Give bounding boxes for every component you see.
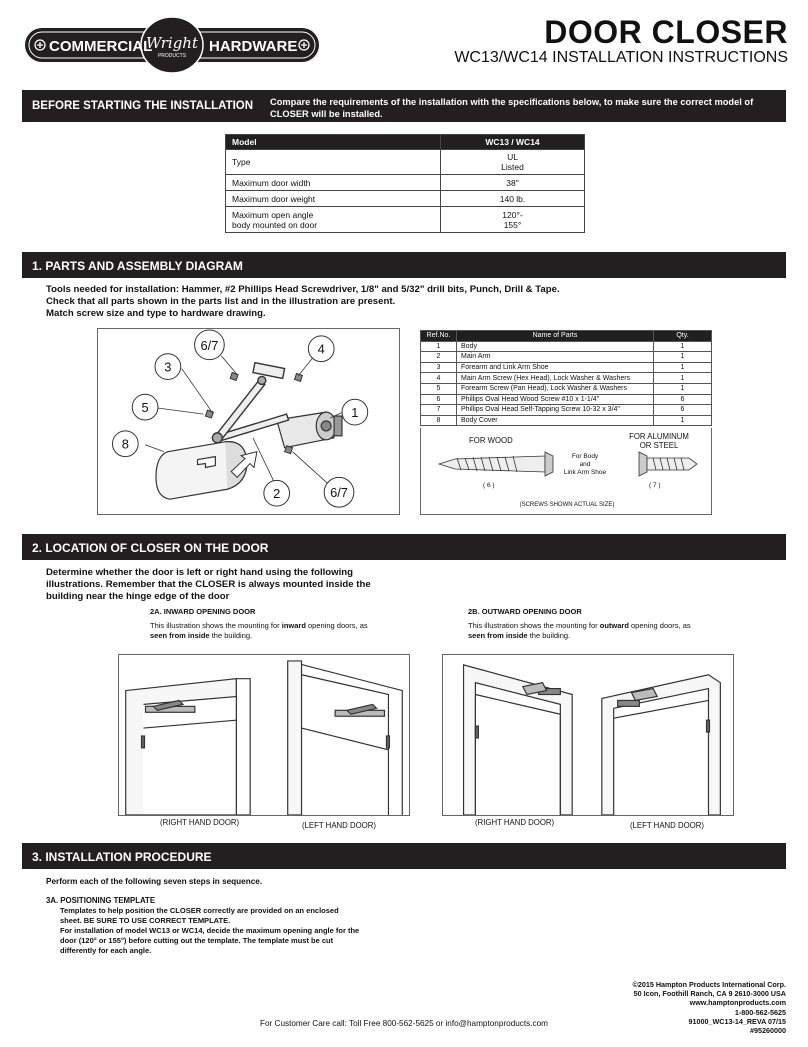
outward-t2: outward — [599, 621, 629, 630]
contact-line: 91000_WC13-14_REVA 07/15 — [688, 1016, 786, 1026]
callout-5: 5 — [141, 400, 149, 416]
arm-assembly-illustration — [212, 363, 288, 443]
part-qty: 1 — [654, 383, 712, 394]
assembly-diagram — [97, 328, 400, 515]
part-qty: 1 — [654, 373, 712, 384]
outward-heading: 2B. OUTWARD OPENING DOOR — [468, 607, 582, 616]
parts-row — [421, 415, 712, 426]
inward-t4: seen from inside — [150, 631, 210, 640]
section3-intro: Perform each of the following seven steps in sequence. — [46, 877, 263, 886]
callout-2: 2 — [273, 486, 281, 502]
tools-text — [46, 284, 766, 320]
metal-screw-icon — [639, 452, 697, 476]
part-qty: 1 — [654, 352, 712, 363]
caption-inward-left: (LEFT HAND DOOR) — [302, 821, 376, 830]
inward-text — [150, 621, 400, 641]
section3-bar — [22, 843, 786, 869]
step-3a-title: 3A. POSITIONING TEMPLATE — [46, 896, 156, 905]
for-wood-label: FOR WOOD — [469, 436, 513, 445]
parts-header-row — [421, 331, 712, 342]
part-ref: 8 — [421, 415, 457, 426]
callout-1: 1 — [351, 405, 359, 421]
customer-care-line: For Customer Care call: Toll Free 800-562-5625 or info@hamptonproducts.com — [259, 1019, 549, 1028]
part-qty: 6 — [654, 405, 712, 416]
part-ref: 4 — [421, 373, 457, 384]
part-name: Main Arm — [457, 352, 654, 363]
body-note-line2: and — [579, 461, 591, 468]
part-qty: 1 — [654, 362, 712, 373]
intro-text: Compare the requirements of the installation with the specifications below, to make sure the correct model of CLOSER will be installed. — [270, 97, 754, 119]
section2-bar — [22, 534, 786, 560]
for-metal-line1: FOR ALUMINUM — [629, 432, 689, 441]
outward-t4: seen from inside — [468, 631, 528, 640]
inward-t3: opening doors, as — [305, 621, 368, 630]
caption-outward-left: (LEFT HAND DOOR) — [630, 821, 704, 830]
part-ref: 1 — [421, 341, 457, 352]
part-ref: 3 — [421, 362, 457, 373]
step-3a-p2: For installation of model WC13 or WC14, decide the maximum opening angle for the door (120° or 155°) before cutting out the template. The template must be cut differently for each angle. — [60, 926, 360, 955]
step-3a-p1: Templates to help position the CLOSER correctly are provided on an enclosed sheet. — [60, 906, 339, 925]
actual-size-note: (SCREWS SHOWN ACTUAL SIZE) — [519, 502, 615, 508]
wood-screw-icon — [439, 452, 553, 476]
inward-heading: 2A. INWARD OPENING DOOR — [150, 607, 256, 616]
logo-hardware: HARDWARE — [209, 38, 298, 55]
section1-bar — [22, 252, 786, 278]
intro-heading: BEFORE STARTING THE INSTALLATION — [32, 100, 254, 112]
callout-4: 4 — [317, 341, 325, 357]
part-qty: 1 — [654, 415, 712, 426]
parts-table — [420, 330, 712, 426]
ref-6-label: ( 6 ) — [483, 482, 495, 489]
wright-products-logo — [22, 14, 322, 74]
body-note-line1: For Body — [571, 453, 599, 460]
spec-table — [225, 134, 585, 233]
spec-label: Type — [226, 150, 441, 175]
contact-line: www.hamptonproducts.com — [689, 998, 786, 1008]
parts-row — [421, 352, 712, 363]
contact-line: 50 Icon, Foothill Ranch, CA 9 2610-3000 USA — [633, 989, 786, 999]
parts-row — [421, 405, 712, 416]
part-name: Main Arm Screw (Hex Head), Lock Washer & Washers — [457, 373, 654, 384]
contact-line: #95260000 — [750, 1026, 786, 1036]
for-metal-line2: OR STEEL — [639, 441, 679, 450]
part-ref: 6 — [421, 394, 457, 405]
outward-text — [468, 621, 718, 641]
spec-row — [226, 191, 585, 207]
step-3a-p1-bold: BE SURE TO USE CORRECT TEMPLATE. — [81, 916, 231, 925]
part-ref: 7 — [421, 405, 457, 416]
part-name: Forearm and Link Arm Shoe — [457, 362, 654, 373]
logo-wright: Wright — [145, 34, 199, 52]
page-subtitle: WC13/WC14 INSTALLATION INSTRUCTIONS — [454, 49, 788, 66]
parts-header-ref: Ref.No. — [421, 331, 457, 342]
parts-row — [421, 383, 712, 394]
outward-t3: opening doors, as — [628, 621, 691, 630]
logo-commercial: COMMERCIAL — [49, 38, 153, 55]
spec-label: Maximum open angle body mounted on door — [226, 207, 441, 233]
parts-row — [421, 362, 712, 373]
section3-heading: 3. INSTALLATION PROCEDURE — [32, 850, 212, 864]
ref-7-label: ( 7 ) — [649, 482, 661, 489]
outward-door-illustration — [442, 654, 734, 816]
inward-t1: This illustration shows the mounting for — [150, 621, 282, 630]
match-line: Match screw size and type to hardware drawing. — [46, 308, 266, 319]
outward-t1: This illustration shows the mounting for — [468, 621, 600, 630]
section2-text: Determine whether the door is left or right hand using the following illustrations. Remember that the CLOSER is always mounted inside the building near the hinge edge of the door — [46, 567, 371, 602]
parts-row — [421, 373, 712, 384]
part-name: Body Cover — [457, 415, 654, 426]
spec-header-row — [226, 135, 585, 150]
spec-header-model: Model — [226, 135, 441, 150]
parts-header-name: Name of Parts — [457, 331, 654, 342]
parts-header-qty: Qty. — [654, 331, 712, 342]
spec-label: Maximum door weight — [226, 191, 441, 207]
contact-line: ©2015 Hampton Products International Corp. — [632, 980, 786, 989]
callout-6-7-top: 6/7 — [200, 337, 219, 353]
intro-bar — [22, 90, 786, 122]
spec-value: UL Listed — [441, 150, 585, 175]
spec-value: 120°- 155° — [441, 207, 585, 233]
part-name: Phillips Oval Head Wood Screw #10 x 1-1/4" — [457, 394, 654, 405]
part-name: Body — [457, 341, 654, 352]
section2-heading: 2. LOCATION OF CLOSER ON THE DOOR — [32, 541, 269, 555]
screw-reference-box — [420, 428, 712, 515]
spec-row — [226, 207, 585, 233]
tools-line: Tools needed for installation: Hammer, #2 Phillips Head Screwdriver, 1/8" and 5/32" drill bits, Punch, Drill & Tape. — [46, 284, 560, 295]
parts-row — [421, 394, 712, 405]
part-ref: 2 — [421, 352, 457, 363]
callout-3: 3 — [164, 359, 172, 375]
spec-header-value: WC13 / WC14 — [441, 135, 585, 150]
callout-8: 8 — [121, 436, 129, 452]
spec-value: 140 lb. — [441, 191, 585, 207]
logo-products: PRODUCTS — [157, 53, 187, 59]
part-qty: 6 — [654, 394, 712, 405]
check-line: Check that all parts shown in the parts list and in the illustration are present. — [46, 296, 396, 307]
inward-t2: inward — [281, 621, 306, 630]
parts-row — [421, 341, 712, 352]
part-name: Phillips Oval Head Self-Tapping Screw 10-32 x 3/4" — [457, 405, 654, 416]
part-qty: 1 — [654, 341, 712, 352]
section1-heading: 1. PARTS AND ASSEMBLY DIAGRAM — [32, 259, 243, 273]
inward-t5: the building. — [209, 631, 253, 640]
body-note-line3: Link Arm Shoe — [563, 469, 607, 476]
spec-value: 38" — [441, 175, 585, 191]
part-ref: 5 — [421, 383, 457, 394]
caption-outward-right: (RIGHT HAND DOOR) — [475, 818, 555, 827]
caption-inward-right: (RIGHT HAND DOOR) — [160, 818, 240, 827]
step-3a-body — [60, 906, 360, 956]
callout-6-7-bottom: 6/7 — [330, 485, 348, 501]
body-note — [557, 453, 613, 477]
outward-t5: the building. — [527, 631, 571, 640]
spec-label: Maximum door width — [226, 175, 441, 191]
page-title: DOOR CLOSER — [544, 14, 788, 50]
spec-row — [226, 150, 585, 175]
spec-row — [226, 175, 585, 191]
part-name: Forearm Screw (Pan Head), Lock Washer & Washers — [457, 383, 654, 394]
inward-door-illustration — [118, 654, 410, 816]
contact-line: 1-800-562-5625 — [734, 1007, 786, 1017]
